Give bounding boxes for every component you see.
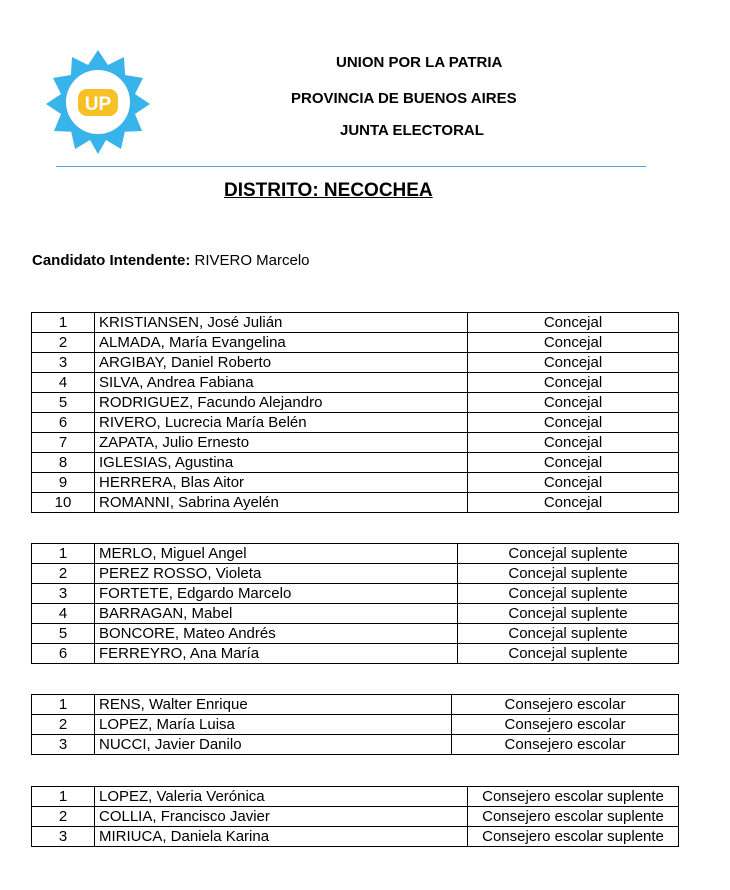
candidate-name: MERLO, Miguel Angel [95, 544, 458, 564]
table-row [32, 433, 679, 453]
candidate-role: Concejal [468, 333, 679, 353]
candidate-role: Concejal [468, 433, 679, 453]
consejero-escolar-suplente-table [31, 786, 679, 847]
candidate-name: PEREZ ROSSO, Violeta [95, 564, 458, 584]
logo-text: UP [84, 94, 112, 115]
candidate-role: Concejal [468, 493, 679, 513]
candidate-name: HERRERA, Blas Aitor [95, 473, 468, 493]
candidate-role: Consejero escolar suplente [468, 807, 679, 827]
mayor-candidate-name: RIVERO Marcelo [194, 252, 310, 269]
row-number: 3 [32, 735, 95, 755]
concejal-table [31, 312, 679, 513]
row-number: 8 [32, 453, 95, 473]
candidate-name: RENS, Walter Enrique [95, 695, 452, 715]
candidate-role: Consejero escolar suplente [468, 787, 679, 807]
candidate-role: Consejero escolar [452, 735, 679, 755]
candidate-role: Concejal [468, 413, 679, 433]
candidate-role: Concejal [468, 353, 679, 373]
table-row [32, 373, 679, 393]
row-number: 1 [32, 313, 95, 333]
table-row [32, 827, 679, 847]
candidate-role: Concejal [468, 453, 679, 473]
candidate-name: IGLESIAS, Agustina [95, 453, 468, 473]
row-number: 2 [32, 715, 95, 735]
table-row [32, 564, 679, 584]
candidate-name: KRISTIANSEN, José Julián [95, 313, 468, 333]
table-row [32, 544, 679, 564]
candidate-role: Concejal suplente [458, 584, 679, 604]
candidate-name: MIRIUCA, Daniela Karina [95, 827, 468, 847]
candidate-role: Concejal suplente [458, 544, 679, 564]
candidate-name: ZAPATA, Julio Ernesto [95, 433, 468, 453]
row-number: 1 [32, 787, 95, 807]
row-number: 4 [32, 604, 95, 624]
table-row [32, 604, 679, 624]
candidate-name: SILVA, Andrea Fabiana [95, 373, 468, 393]
candidate-name: LOPEZ, Valeria Verónica [95, 787, 468, 807]
candidate-role: Concejal [468, 313, 679, 333]
concejal-suplente-table [31, 543, 679, 664]
table-row [32, 695, 679, 715]
consejero-escolar-table [31, 694, 679, 755]
candidate-role: Concejal [468, 473, 679, 493]
row-number: 9 [32, 473, 95, 493]
candidate-role: Concejal suplente [458, 644, 679, 664]
row-number: 10 [32, 493, 95, 513]
district-title: DISTRITO: NECOCHEA [224, 180, 433, 201]
candidate-name: RODRIGUEZ, Facundo Alejandro [95, 393, 468, 413]
candidate-role: Consejero escolar suplente [468, 827, 679, 847]
row-number: 6 [32, 644, 95, 664]
candidate-name: BARRAGAN, Mabel [95, 604, 458, 624]
row-number: 3 [32, 827, 95, 847]
row-number: 2 [32, 564, 95, 584]
party-name: UNION POR LA PATRIA [336, 54, 503, 71]
header-divider [56, 166, 646, 167]
table-row [32, 624, 679, 644]
candidate-role: Concejal suplente [458, 564, 679, 584]
candidate-name: LOPEZ, María Luisa [95, 715, 452, 735]
table-row [32, 393, 679, 413]
candidate-name: COLLIA, Francisco Javier [95, 807, 468, 827]
candidate-name: NUCCI, Javier Danilo [95, 735, 452, 755]
mayor-candidate-label: Candidato Intendente: [32, 252, 191, 269]
board-name: JUNTA ELECTORAL [340, 122, 484, 139]
candidate-name: FORTETE, Edgardo Marcelo [95, 584, 458, 604]
up-logo [42, 46, 154, 158]
candidate-role: Concejal [468, 373, 679, 393]
candidate-name: ROMANNI, Sabrina Ayelén [95, 493, 468, 513]
mayor-candidate [32, 252, 310, 269]
table-row [32, 493, 679, 513]
row-number: 4 [32, 373, 95, 393]
table-row [32, 787, 679, 807]
table-row [32, 584, 679, 604]
province-name: PROVINCIA DE BUENOS AIRES [291, 90, 517, 107]
table-row [32, 353, 679, 373]
table-row [32, 313, 679, 333]
candidate-name: ARGIBAY, Daniel Roberto [95, 353, 468, 373]
candidate-name: ALMADA, María Evangelina [95, 333, 468, 353]
row-number: 1 [32, 695, 95, 715]
row-number: 3 [32, 584, 95, 604]
table-row [32, 453, 679, 473]
table-row [32, 413, 679, 433]
table-row [32, 807, 679, 827]
table-row [32, 333, 679, 353]
row-number: 2 [32, 333, 95, 353]
row-number: 1 [32, 544, 95, 564]
row-number: 3 [32, 353, 95, 373]
row-number: 7 [32, 433, 95, 453]
row-number: 6 [32, 413, 95, 433]
candidate-role: Concejal suplente [458, 624, 679, 644]
candidate-role: Consejero escolar [452, 695, 679, 715]
row-number: 5 [32, 624, 95, 644]
candidate-role: Consejero escolar [452, 715, 679, 735]
candidate-name: BONCORE, Mateo Andrés [95, 624, 458, 644]
candidate-name: FERREYRO, Ana María [95, 644, 458, 664]
table-row [32, 473, 679, 493]
candidate-role: Concejal [468, 393, 679, 413]
table-row [32, 715, 679, 735]
table-row [32, 644, 679, 664]
row-number: 5 [32, 393, 95, 413]
candidate-name: RIVERO, Lucrecia María Belén [95, 413, 468, 433]
table-row [32, 735, 679, 755]
candidate-role: Concejal suplente [458, 604, 679, 624]
row-number: 2 [32, 807, 95, 827]
